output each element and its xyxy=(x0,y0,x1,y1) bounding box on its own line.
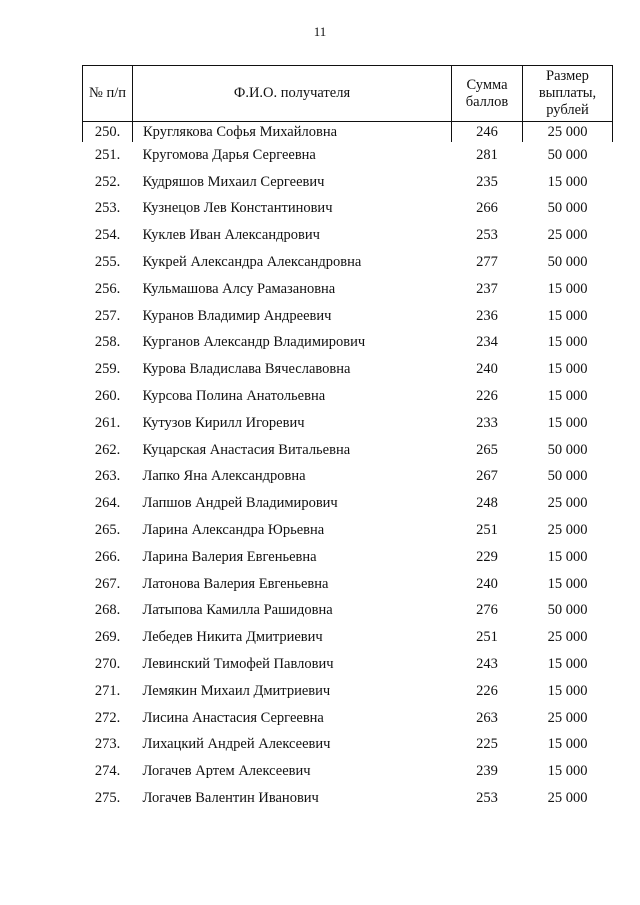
payment-amount: 50 000 xyxy=(547,146,588,163)
row-number: 273. xyxy=(94,736,121,753)
header-score: Сумма баллов xyxy=(452,66,523,122)
payment-amount: 15 000 xyxy=(547,361,588,378)
payment-amount: 50 000 xyxy=(547,602,588,619)
row-number: 257. xyxy=(94,307,121,324)
recipient-name: Кутузов Кирилл Игоревич xyxy=(142,414,305,431)
score-total: 263 xyxy=(476,709,498,726)
row-number: 260. xyxy=(94,388,121,405)
score-total: 240 xyxy=(476,575,498,592)
payment-amount: 15 000 xyxy=(547,307,588,324)
payment-amount: 25 000 xyxy=(547,227,588,244)
score-total: 229 xyxy=(476,548,498,565)
payment-amount: 15 000 xyxy=(547,656,588,673)
score-total: 266 xyxy=(476,200,498,217)
header-amount: Размер выплаты, рублей xyxy=(523,66,613,122)
table-row xyxy=(83,598,613,625)
score-total: 225 xyxy=(476,736,498,753)
row-number: 261. xyxy=(94,414,121,431)
score-total: 243 xyxy=(476,656,498,673)
score-total: 237 xyxy=(476,280,498,297)
score-total: 253 xyxy=(476,227,498,244)
row-number: 268. xyxy=(94,602,121,619)
row-number: 272. xyxy=(94,709,121,726)
score-total: 277 xyxy=(476,254,498,271)
payment-amount: 50 000 xyxy=(547,468,588,485)
recipient-name: Ларина Валерия Евгеньевна xyxy=(142,548,317,565)
row-number: 251. xyxy=(94,146,121,163)
recipient-name: Курсова Полина Анатольевна xyxy=(142,388,326,405)
table-row xyxy=(83,249,613,276)
payment-amount: 25 000 xyxy=(547,495,588,512)
recipient-name: Кульмашова Алсу Рамазановна xyxy=(142,280,336,297)
recipient-name: Куцарская Анастасия Витальевна xyxy=(142,441,351,458)
recipient-name: Латыпова Камилла Рашидовна xyxy=(142,602,333,619)
table-row xyxy=(83,464,613,491)
table-header xyxy=(83,66,613,122)
table-row xyxy=(83,571,613,598)
row-number: 264. xyxy=(94,495,121,512)
payment-amount: 15 000 xyxy=(547,736,588,753)
payment-amount: 15 000 xyxy=(547,414,588,431)
score-total: 239 xyxy=(476,763,498,780)
row-number: 266. xyxy=(94,548,121,565)
recipient-name: Лисина Анастасия Сергеевна xyxy=(142,709,324,726)
header-name: Ф.И.О. получателя xyxy=(133,66,452,122)
payment-amount: 25 000 xyxy=(547,629,588,646)
table-row xyxy=(83,705,613,732)
payment-amount: 15 000 xyxy=(547,173,588,190)
table-row xyxy=(83,544,613,571)
payment-amount: 15 000 xyxy=(547,682,588,699)
recipient-name: Лемякин Михаил Дмитриевич xyxy=(142,682,331,699)
table-row xyxy=(83,410,613,437)
table-row xyxy=(83,383,613,410)
row-number: 267. xyxy=(94,575,121,592)
table-row xyxy=(83,142,613,169)
row-number: 253. xyxy=(94,200,121,217)
score-total: 226 xyxy=(476,682,498,699)
row-number: 275. xyxy=(94,790,121,807)
recipient-name: Куранов Владимир Андреевич xyxy=(142,307,332,324)
table-row xyxy=(83,122,613,143)
table-row xyxy=(83,356,613,383)
recipients-table xyxy=(82,65,613,812)
page-number: 11 xyxy=(313,24,327,39)
score-total: 234 xyxy=(476,334,498,351)
table-row xyxy=(83,437,613,464)
recipient-name: Кудряшов Михаил Сергеевич xyxy=(142,173,325,190)
row-number: 252. xyxy=(94,173,121,190)
row-number: 263. xyxy=(94,468,121,485)
recipient-name: Круглякова Софья Михайловна xyxy=(133,122,452,143)
row-number: 269. xyxy=(94,629,121,646)
table-row xyxy=(83,196,613,223)
table-body xyxy=(83,122,613,812)
payment-amount: 25 000 xyxy=(547,522,588,539)
row-number: 256. xyxy=(94,280,121,297)
row-number: 265. xyxy=(94,522,121,539)
recipient-name: Курганов Александр Владимирович xyxy=(142,334,366,351)
recipient-name: Ларина Александра Юрьевна xyxy=(142,522,325,539)
payment-amount: 15 000 xyxy=(547,763,588,780)
row-number: 255. xyxy=(94,254,121,271)
score-total: 226 xyxy=(476,388,498,405)
recipient-name: Кругомова Дарья Сергеевна xyxy=(142,146,316,163)
score-total: 235 xyxy=(476,173,498,190)
payment-amount: 15 000 xyxy=(547,334,588,351)
score-total: 251 xyxy=(476,522,498,539)
payment-amount: 25 000 xyxy=(547,790,588,807)
table-row xyxy=(83,624,613,651)
row-number: 254. xyxy=(94,227,121,244)
row-number: 250. xyxy=(83,122,133,143)
payment-amount: 50 000 xyxy=(547,200,588,217)
table-row xyxy=(83,303,613,330)
score-total: 240 xyxy=(476,361,498,378)
row-number: 270. xyxy=(94,656,121,673)
table-row xyxy=(83,785,613,812)
header-row xyxy=(83,66,613,122)
payment-amount: 50 000 xyxy=(547,441,588,458)
row-number: 262. xyxy=(94,441,121,458)
header-num: № п/п xyxy=(83,66,133,122)
score-total: 267 xyxy=(476,468,498,485)
row-number: 274. xyxy=(94,763,121,780)
recipient-name: Логачев Валентин Иванович xyxy=(142,790,319,807)
score-total: 276 xyxy=(476,602,498,619)
recipient-name: Логачев Артем Алексеевич xyxy=(142,763,311,780)
recipient-name: Кукрей Александра Александровна xyxy=(142,254,362,271)
table-row xyxy=(83,276,613,303)
table-row xyxy=(83,169,613,196)
recipient-name: Курова Владислава Вячеславовна xyxy=(142,361,351,378)
score-total: 281 xyxy=(476,146,498,163)
score-total: 236 xyxy=(476,307,498,324)
payment-amount: 15 000 xyxy=(547,548,588,565)
recipient-name: Куклев Иван Александрович xyxy=(142,227,320,244)
score-total: 253 xyxy=(476,790,498,807)
row-number: 258. xyxy=(94,334,121,351)
recipient-name: Лебедев Никита Дмитриевич xyxy=(142,629,323,646)
score-total: 248 xyxy=(476,495,498,512)
row-number: 259. xyxy=(94,361,121,378)
table-row xyxy=(83,222,613,249)
table-row xyxy=(83,517,613,544)
recipient-name: Левинский Тимофей Павлович xyxy=(142,656,334,673)
table-row xyxy=(83,490,613,517)
payment-amount: 15 000 xyxy=(547,575,588,592)
score-total: 251 xyxy=(476,629,498,646)
recipient-name: Латонова Валерия Евгеньевна xyxy=(142,575,329,592)
score-total: 265 xyxy=(476,441,498,458)
payment-amount: 25 000 xyxy=(547,709,588,726)
payment-amount: 50 000 xyxy=(547,254,588,271)
row-number: 271. xyxy=(94,682,121,699)
payment-amount: 15 000 xyxy=(547,280,588,297)
table-row xyxy=(83,678,613,705)
table-row xyxy=(83,651,613,678)
recipient-name: Лихацкий Андрей Алексеевич xyxy=(142,736,331,753)
recipient-name: Кузнецов Лев Константинович xyxy=(142,200,333,217)
recipient-name: Лапко Яна Александровна xyxy=(142,468,306,485)
table-row xyxy=(83,758,613,785)
table-row xyxy=(83,330,613,357)
recipient-name: Лапшов Андрей Владимирович xyxy=(142,495,338,512)
payment-amount: 15 000 xyxy=(547,388,588,405)
score-total: 246 xyxy=(452,122,523,143)
payment-amount: 25 000 xyxy=(523,122,613,143)
table-row xyxy=(83,732,613,759)
score-total: 233 xyxy=(476,414,498,431)
